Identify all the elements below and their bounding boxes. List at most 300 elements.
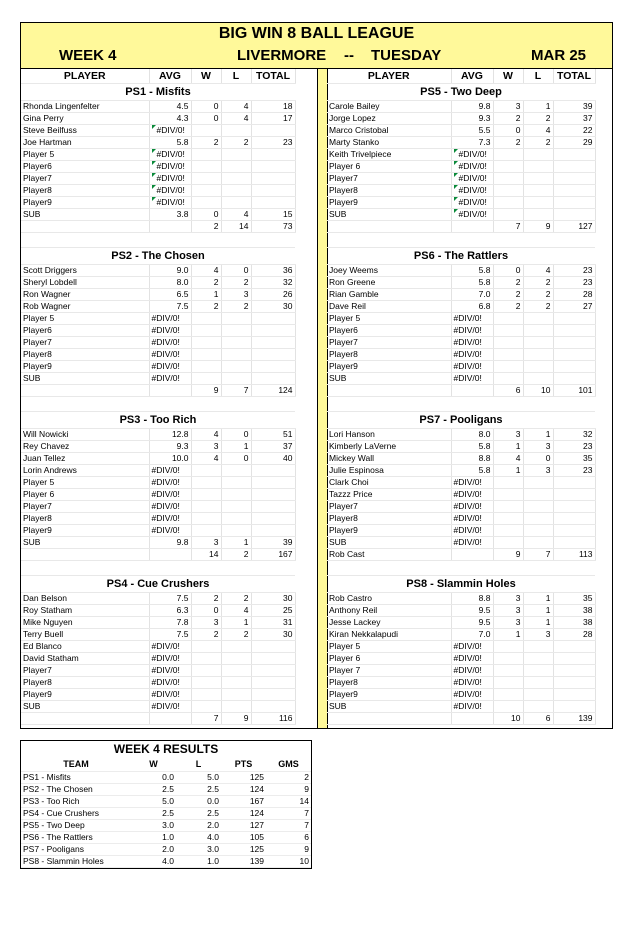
player-row	[21, 337, 295, 349]
player-row	[21, 641, 295, 653]
cell-text: 5.5	[478, 125, 491, 135]
player-avg	[451, 605, 493, 617]
cell-text: #DIV/0!	[453, 489, 482, 499]
player-total	[553, 161, 595, 173]
team-total-cell: 10	[523, 385, 553, 397]
player-row	[327, 453, 595, 465]
player-name	[327, 489, 451, 501]
player-total	[251, 277, 295, 289]
cell-text: #DIV/0!	[151, 665, 180, 675]
player-avg	[149, 629, 191, 641]
cell-text: #DIV/0!	[151, 325, 180, 335]
player-avg	[149, 101, 191, 113]
player-name	[21, 617, 149, 629]
cell-text: 0	[243, 265, 249, 275]
left-standings-table	[21, 69, 296, 725]
cell-text: 1	[545, 605, 551, 615]
player-losses	[221, 349, 251, 361]
cell-text: Juan Tellez	[23, 453, 66, 463]
player-name	[21, 277, 149, 289]
player-row	[21, 441, 295, 453]
column-header: TOTAL	[553, 69, 595, 84]
player-row	[327, 197, 595, 209]
player-losses	[523, 677, 553, 689]
cell-text: Kiran Nekkalapudi	[329, 629, 398, 639]
player-avg	[149, 605, 191, 617]
player-row	[21, 325, 295, 337]
cell-text: #DIV/0!	[453, 501, 482, 511]
player-name	[327, 313, 451, 325]
player-wins	[493, 641, 523, 653]
column-header: AVG	[451, 69, 493, 84]
player-total	[553, 349, 595, 361]
player-wins	[493, 113, 523, 125]
spacer-cell	[327, 233, 595, 248]
player-avg	[149, 113, 191, 125]
cell-text: 0	[213, 605, 219, 615]
cell-text: 2	[545, 301, 551, 311]
player-losses	[221, 137, 251, 149]
cell-text: 2	[515, 113, 521, 123]
player-total	[553, 477, 595, 489]
player-losses	[523, 101, 553, 113]
player-wins	[191, 349, 221, 361]
player-row	[21, 629, 295, 641]
cell-text: #DIV/0!	[151, 489, 180, 499]
cell-text: 3	[515, 429, 521, 439]
player-row	[21, 593, 295, 605]
player-losses	[523, 277, 553, 289]
cell-text: Rob Castro	[329, 593, 372, 603]
player-row	[327, 665, 595, 677]
player-wins	[493, 617, 523, 629]
cell-text: 7.5	[176, 301, 189, 311]
player-wins	[493, 465, 523, 477]
cell-text: 5.8	[176, 137, 189, 147]
player-wins	[191, 113, 221, 125]
player-name	[327, 429, 451, 441]
team-title-row	[21, 412, 295, 429]
team-total-cell: 2	[191, 221, 221, 233]
error-flag-icon	[152, 125, 156, 129]
cell-text: 0	[515, 265, 521, 275]
cell-text: Player9	[329, 361, 358, 371]
cell-text: Player 6	[329, 653, 361, 663]
cell-text: #DIV/0!	[458, 173, 487, 183]
error-flag-icon	[454, 161, 458, 165]
result-team: PS1 - Misfits	[21, 772, 131, 784]
player-avg	[149, 537, 191, 549]
results-header-row	[21, 757, 311, 772]
player-losses	[523, 197, 553, 209]
player-row	[327, 161, 595, 173]
results-column-header: W	[131, 757, 176, 772]
cell-text: 23	[583, 441, 593, 451]
cell-text: #DIV/0!	[453, 373, 482, 383]
cell-text: Player7	[329, 501, 358, 511]
player-avg	[451, 209, 493, 221]
player-name	[21, 701, 149, 713]
player-row	[21, 313, 295, 325]
cell-text: 5.8	[478, 265, 491, 275]
player-name	[21, 465, 149, 477]
result-wins: 2.5	[131, 784, 176, 796]
result-games: 7	[266, 820, 311, 832]
player-avg	[149, 125, 191, 137]
result-points: 124	[221, 784, 266, 796]
player-name	[21, 149, 149, 161]
week-results-panel	[20, 740, 312, 869]
player-total	[553, 537, 595, 549]
cell-text: Player9	[329, 525, 358, 535]
player-total	[553, 653, 595, 665]
spacer-cell	[21, 397, 295, 412]
cell-text: 4	[545, 125, 551, 135]
cell-text: 7.3	[478, 137, 491, 147]
cell-text: Joey Weems	[329, 265, 378, 275]
cell-text: Player9	[23, 525, 52, 535]
player-total	[251, 465, 295, 477]
results-table	[21, 757, 311, 868]
player-row	[21, 197, 295, 209]
player-avg	[149, 161, 191, 173]
cell-text: 0	[243, 453, 249, 463]
cell-text: #DIV/0!	[151, 525, 180, 535]
player-total	[251, 525, 295, 537]
player-wins	[191, 125, 221, 137]
player-name	[21, 513, 149, 525]
team-total-cell: 2	[221, 549, 251, 561]
player-losses	[523, 429, 553, 441]
result-points: 167	[221, 796, 266, 808]
player-wins	[493, 149, 523, 161]
cell-text: 4.3	[176, 113, 189, 123]
player-row	[327, 137, 595, 149]
cell-text: 2	[243, 277, 249, 287]
spacer-row	[327, 561, 595, 576]
player-row	[21, 513, 295, 525]
player-row	[21, 289, 295, 301]
team-total-cell: 6	[523, 713, 553, 725]
result-losses: 2.5	[176, 784, 221, 796]
player-losses	[523, 441, 553, 453]
player-wins	[493, 197, 523, 209]
player-row	[21, 477, 295, 489]
cell-text: 9.3	[176, 441, 189, 451]
player-avg	[149, 525, 191, 537]
cell-text: 2	[545, 277, 551, 287]
player-losses	[523, 173, 553, 185]
player-name	[327, 289, 451, 301]
player-losses	[221, 301, 251, 313]
cell-text: 28	[583, 629, 593, 639]
player-losses	[221, 617, 251, 629]
results-row	[21, 832, 311, 844]
sheet-header	[20, 22, 613, 69]
cell-text: #DIV/0!	[151, 677, 180, 687]
player-avg	[149, 429, 191, 441]
cell-text: 1	[515, 465, 521, 475]
location-label: LIVERMORE	[237, 47, 327, 64]
player-total	[553, 173, 595, 185]
player-row	[327, 653, 595, 665]
player-losses	[523, 301, 553, 313]
cell-text: Player7	[329, 173, 358, 183]
cell-text: #DIV/0!	[151, 501, 180, 511]
result-points: 125	[221, 772, 266, 784]
player-losses	[523, 137, 553, 149]
player-name	[21, 453, 149, 465]
player-total	[553, 313, 595, 325]
cell-text: 9.5	[478, 617, 491, 627]
column-header: AVG	[149, 69, 191, 84]
player-total	[251, 665, 295, 677]
column-header: PLAYER	[21, 69, 149, 84]
player-losses	[221, 465, 251, 477]
cell-text: #DIV/0!	[453, 513, 482, 523]
player-avg	[149, 617, 191, 629]
result-team: PS4 - Cue Crushers	[21, 808, 131, 820]
player-losses	[523, 653, 553, 665]
team-total-cell: 14	[221, 221, 251, 233]
player-name	[327, 537, 451, 549]
player-avg	[451, 665, 493, 677]
cell-text: Player 6	[329, 161, 361, 171]
player-losses	[221, 209, 251, 221]
player-total	[553, 209, 595, 221]
cell-text: 51	[283, 429, 293, 439]
player-name	[21, 265, 149, 277]
player-wins	[493, 265, 523, 277]
player-wins	[493, 101, 523, 113]
player-wins	[191, 689, 221, 701]
cell-text: #DIV/0!	[458, 149, 487, 159]
cell-text: 2	[243, 629, 249, 639]
cell-text: 3	[515, 593, 521, 603]
cell-text: Kimberly LaVerne	[329, 441, 397, 451]
player-total	[251, 617, 295, 629]
player-total	[553, 125, 595, 137]
cell-text: #DIV/0!	[151, 513, 180, 523]
cell-text: 2	[213, 277, 219, 287]
player-wins	[493, 701, 523, 713]
cell-text: Player7	[23, 501, 52, 511]
player-row	[21, 137, 295, 149]
player-name	[21, 137, 149, 149]
player-row	[21, 453, 295, 465]
player-name	[327, 525, 451, 537]
player-name	[21, 361, 149, 373]
cell-text: Player 5	[329, 313, 361, 323]
player-total	[553, 513, 595, 525]
cell-text: 1	[545, 617, 551, 627]
player-losses	[221, 525, 251, 537]
player-row	[21, 689, 295, 701]
column-header-row	[327, 69, 595, 84]
cell-text: 23	[583, 465, 593, 475]
player-name	[327, 501, 451, 513]
player-name	[327, 629, 451, 641]
result-wins: 0.0	[131, 772, 176, 784]
team-total-cell: 9	[221, 713, 251, 725]
team-title-row	[327, 248, 595, 265]
cell-text: 4.5	[176, 101, 189, 111]
player-losses	[221, 361, 251, 373]
player-row	[327, 477, 595, 489]
cell-text: Player7	[329, 337, 358, 347]
player-wins	[191, 373, 221, 385]
spacer-row	[327, 233, 595, 248]
cell-text: #DIV/0!	[453, 525, 482, 535]
cell-text: 3	[515, 101, 521, 111]
team-total-cell	[149, 549, 191, 561]
cell-text: 2	[545, 289, 551, 299]
cell-text: Player6	[23, 161, 52, 171]
player-name	[327, 337, 451, 349]
player-wins	[191, 101, 221, 113]
result-games: 10	[266, 856, 311, 868]
cell-text: #DIV/0!	[453, 689, 482, 699]
player-losses	[221, 501, 251, 513]
cell-text: 29	[583, 137, 593, 147]
cell-text: #DIV/0!	[151, 653, 180, 663]
player-wins	[191, 137, 221, 149]
cell-text: Player 7	[329, 665, 361, 675]
cell-text: Rey Chavez	[23, 441, 70, 451]
player-wins	[493, 289, 523, 301]
cell-text: 35	[583, 593, 593, 603]
error-flag-icon	[152, 173, 156, 177]
team-title-row	[327, 576, 595, 593]
player-total	[251, 113, 295, 125]
player-losses	[523, 265, 553, 277]
player-losses	[523, 513, 553, 525]
player-wins	[493, 313, 523, 325]
player-losses	[523, 349, 553, 361]
cell-text: 5.8	[478, 465, 491, 475]
cell-text: 4	[243, 101, 249, 111]
cell-text: #DIV/0!	[453, 325, 482, 335]
player-avg	[149, 185, 191, 197]
team-title-row	[21, 84, 295, 101]
player-row	[21, 617, 295, 629]
cell-text: #DIV/0!	[151, 689, 180, 699]
cell-text: Player8	[23, 513, 52, 523]
team-total-cell	[21, 713, 149, 725]
player-total	[553, 465, 595, 477]
cell-text: 40	[283, 453, 293, 463]
cell-text: 3	[243, 289, 249, 299]
cell-text: 37	[583, 113, 593, 123]
cell-text: #DIV/0!	[151, 465, 180, 475]
cell-text: 2	[515, 301, 521, 311]
player-avg	[451, 125, 493, 137]
result-team: PS3 - Too Rich	[21, 796, 131, 808]
player-row	[327, 173, 595, 185]
player-avg	[451, 653, 493, 665]
player-avg	[149, 689, 191, 701]
player-total	[251, 701, 295, 713]
player-name	[21, 113, 149, 125]
player-row	[21, 173, 295, 185]
player-avg	[451, 373, 493, 385]
cell-text: 2	[243, 301, 249, 311]
player-row	[327, 149, 595, 161]
player-avg	[149, 337, 191, 349]
team-total-cell: 101	[553, 385, 595, 397]
cell-text: 7.8	[176, 617, 189, 627]
cell-text: #DIV/0!	[151, 477, 180, 487]
player-avg	[451, 361, 493, 373]
results-column-header: GMS	[266, 757, 311, 772]
player-total	[251, 537, 295, 549]
player-avg	[149, 453, 191, 465]
player-avg	[451, 453, 493, 465]
player-name	[21, 489, 149, 501]
player-wins	[191, 477, 221, 489]
team-title-row	[21, 576, 295, 593]
result-losses: 5.0	[176, 772, 221, 784]
result-points: 127	[221, 820, 266, 832]
cell-text: 4	[213, 265, 219, 275]
player-total	[251, 149, 295, 161]
cell-text: #DIV/0!	[151, 349, 180, 359]
cell-text: 30	[283, 629, 293, 639]
player-wins	[191, 617, 221, 629]
player-wins	[191, 185, 221, 197]
result-games: 14	[266, 796, 311, 808]
column-header: W	[191, 69, 221, 84]
cell-text: 18	[283, 101, 293, 111]
cell-text: #DIV/0!	[453, 641, 482, 651]
player-name	[21, 689, 149, 701]
player-total	[553, 593, 595, 605]
cell-text: 38	[583, 617, 593, 627]
player-losses	[221, 453, 251, 465]
player-total	[251, 101, 295, 113]
player-avg	[149, 501, 191, 513]
league-sheet	[20, 22, 613, 729]
player-name	[21, 325, 149, 337]
player-name	[327, 113, 451, 125]
player-wins	[493, 125, 523, 137]
results-row	[21, 772, 311, 784]
player-total	[553, 665, 595, 677]
player-total	[251, 477, 295, 489]
cell-text: Player9	[23, 361, 52, 371]
player-wins	[493, 537, 523, 549]
cell-text: 23	[583, 277, 593, 287]
cell-text: 28	[583, 289, 593, 299]
player-losses	[523, 665, 553, 677]
cell-text: 1	[545, 101, 551, 111]
player-total	[553, 149, 595, 161]
cell-text: Clark Choi	[329, 477, 369, 487]
cell-text: #DIV/0!	[156, 185, 185, 195]
cell-text: Sheryl Lobdell	[23, 277, 77, 287]
player-losses	[221, 325, 251, 337]
result-points: 124	[221, 808, 266, 820]
player-name	[21, 537, 149, 549]
cell-text: #DIV/0!	[156, 173, 185, 183]
player-name	[327, 197, 451, 209]
player-losses	[523, 289, 553, 301]
cell-text: Tazzz Price	[329, 489, 373, 499]
player-row	[21, 701, 295, 713]
player-total	[553, 265, 595, 277]
player-losses	[221, 373, 251, 385]
player-total	[553, 361, 595, 373]
